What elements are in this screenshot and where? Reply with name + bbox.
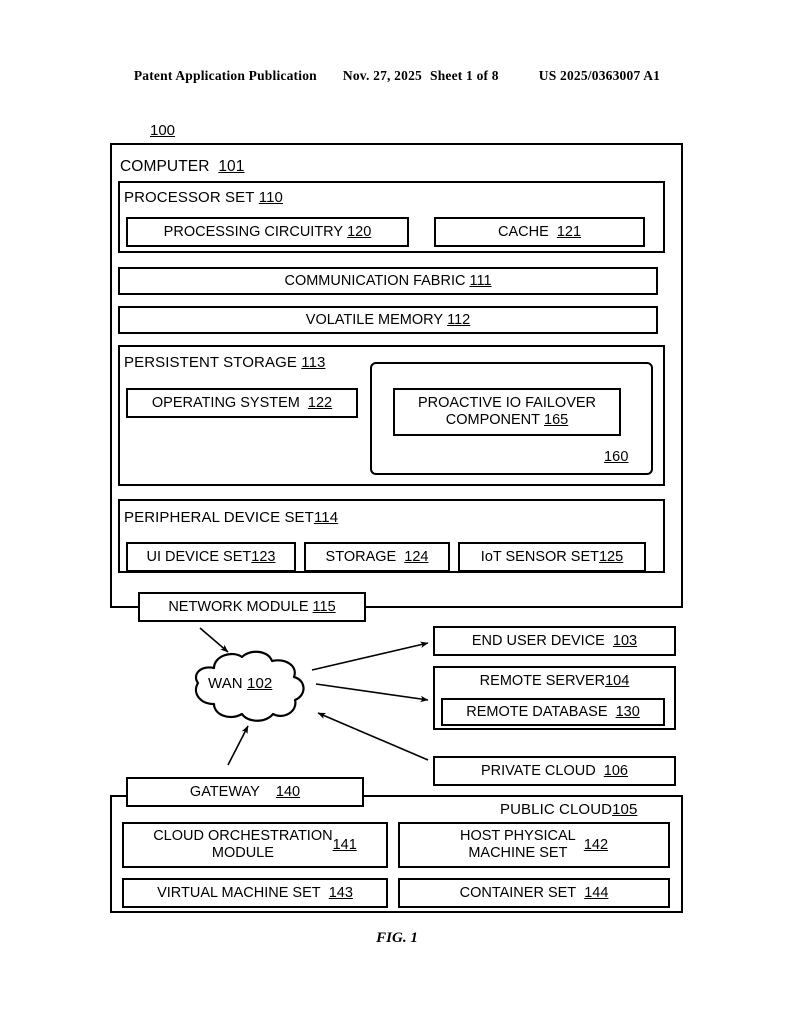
public-cloud-label xyxy=(500,801,637,818)
container-set-label xyxy=(398,878,670,908)
end-user-device-label xyxy=(433,626,676,656)
iot-sensor-set-label-text: IoT SENSOR SET xyxy=(480,549,599,565)
container-set-label-text: CONTAINER SET xyxy=(459,885,577,901)
persistent-storage-label xyxy=(124,354,325,371)
processor-set-label-text: PROCESSOR SET xyxy=(124,189,255,206)
operating-system-label xyxy=(126,388,358,418)
persistent-storage-ref: 113 xyxy=(301,354,326,371)
computer-label xyxy=(120,158,245,176)
storage-ref: 124 xyxy=(404,549,429,565)
private-cloud-label xyxy=(433,756,676,786)
cache-label xyxy=(434,217,645,247)
volatile-memory-label-text: VOLATILE MEMORY xyxy=(305,312,444,328)
processor-set-ref: 110 xyxy=(258,189,283,206)
end-user-device-ref: 103 xyxy=(612,633,638,649)
header-publication: Patent Application Publication xyxy=(133,68,317,83)
computer-label-text: COMPUTER xyxy=(120,158,210,175)
remote-server-label xyxy=(433,666,676,696)
processing-circuitry-ref: 120 xyxy=(347,224,372,240)
iot-sensor-set-label xyxy=(458,542,646,572)
header-patent-number: US 2025/0363007 A1 xyxy=(538,68,661,83)
proactive-outer-ref: 160 xyxy=(604,449,629,465)
volatile-memory-label xyxy=(118,306,658,334)
ui-device-set-ref: 123 xyxy=(251,549,276,565)
operating-system-label-text: OPERATING SYSTEM xyxy=(151,395,300,411)
figure-ref-100: 100 xyxy=(150,122,176,139)
end-user-device-label-text: END USER DEVICE xyxy=(471,633,605,649)
private-cloud-label-text: PRIVATE CLOUD xyxy=(481,763,596,779)
processing-circuitry-label-text: PROCESSING CIRCUITRY xyxy=(163,224,344,240)
page-header xyxy=(0,68,794,84)
cloud-orch-ref: 141 xyxy=(332,837,357,853)
public-cloud-ref: 105 xyxy=(612,801,638,818)
ui-device-set-label xyxy=(126,542,296,572)
network-module-label-text: NETWORK MODULE xyxy=(168,599,309,615)
remote-server-label-text: REMOTE SERVER xyxy=(479,673,606,689)
cloud-orchestration-module-label xyxy=(122,822,388,868)
host-physical-line2: MACHINE SET xyxy=(468,845,568,861)
persistent-storage-label-text: PERSISTENT STORAGE xyxy=(124,354,297,371)
proactive-io-failover-component-label xyxy=(393,388,621,436)
cloud-orch-lines xyxy=(153,828,332,861)
communication-fabric-label xyxy=(118,267,658,295)
remote-server-ref: 104 xyxy=(605,673,630,689)
processing-circuitry-label xyxy=(126,217,409,247)
ui-device-set-label-text: UI DEVICE SET xyxy=(146,549,252,565)
remote-database-label-text: REMOTE DATABASE xyxy=(466,704,608,720)
proactive-line2-wrap xyxy=(446,412,568,429)
wan-ref: 102 xyxy=(247,675,273,692)
gateway-label-text: GATEWAY xyxy=(189,784,260,800)
peripheral-device-set-ref: 114 xyxy=(313,509,339,526)
private-cloud-ref: 106 xyxy=(603,763,628,779)
storage-label-text: STORAGE xyxy=(325,549,397,565)
processor-set-label xyxy=(124,189,283,206)
remote-database-ref: 130 xyxy=(615,704,640,720)
container-set-ref: 144 xyxy=(584,885,609,901)
host-physical-ref: 142 xyxy=(583,837,609,853)
gateway-label xyxy=(126,777,364,807)
operating-system-ref: 122 xyxy=(307,395,333,411)
header-sheet: Sheet 1 of 8 xyxy=(429,68,499,83)
host-physical-machine-set-label xyxy=(398,822,670,868)
cloud-orch-line1: CLOUD ORCHESTRATION xyxy=(153,828,333,845)
communication-fabric-ref: 111 xyxy=(469,273,492,289)
gateway-ref: 140 xyxy=(275,784,301,800)
public-cloud-label-text: PUBLIC CLOUD xyxy=(500,801,613,818)
storage-label xyxy=(304,542,450,572)
iot-sensor-set-ref: 125 xyxy=(598,549,624,565)
proactive-line1: PROACTIVE IO FAILOVER xyxy=(417,394,597,411)
proactive-line2: COMPONENT xyxy=(445,412,540,428)
network-module-label xyxy=(138,592,366,622)
virtual-machine-set-label-text: VIRTUAL MACHINE SET xyxy=(157,885,321,901)
host-physical-lines xyxy=(460,828,576,861)
wan-label xyxy=(208,675,272,692)
cache-label-text: CACHE xyxy=(497,224,549,240)
communication-fabric-label-text: COMMUNICATION FABRIC xyxy=(284,273,466,289)
cloud-orch-line2: MODULE xyxy=(211,845,274,861)
computer-ref: 101 xyxy=(218,158,245,175)
host-physical-line1: HOST PHYSICAL xyxy=(459,828,576,845)
virtual-machine-set-ref: 143 xyxy=(328,885,353,901)
peripheral-device-set-label xyxy=(124,509,338,526)
wan-label-text: WAN xyxy=(208,675,243,692)
network-module-ref: 115 xyxy=(312,599,336,615)
volatile-memory-ref: 112 xyxy=(447,312,471,328)
virtual-machine-set-label xyxy=(122,878,388,908)
remote-database-label xyxy=(441,698,665,726)
figure-caption: FIG. 1 xyxy=(376,930,418,946)
header-date: Nov. 27, 2025 xyxy=(342,68,422,83)
cache-ref: 121 xyxy=(556,224,582,240)
proactive-ref: 165 xyxy=(544,412,569,428)
peripheral-device-set-label-text: PERIPHERAL DEVICE SET xyxy=(124,509,314,526)
